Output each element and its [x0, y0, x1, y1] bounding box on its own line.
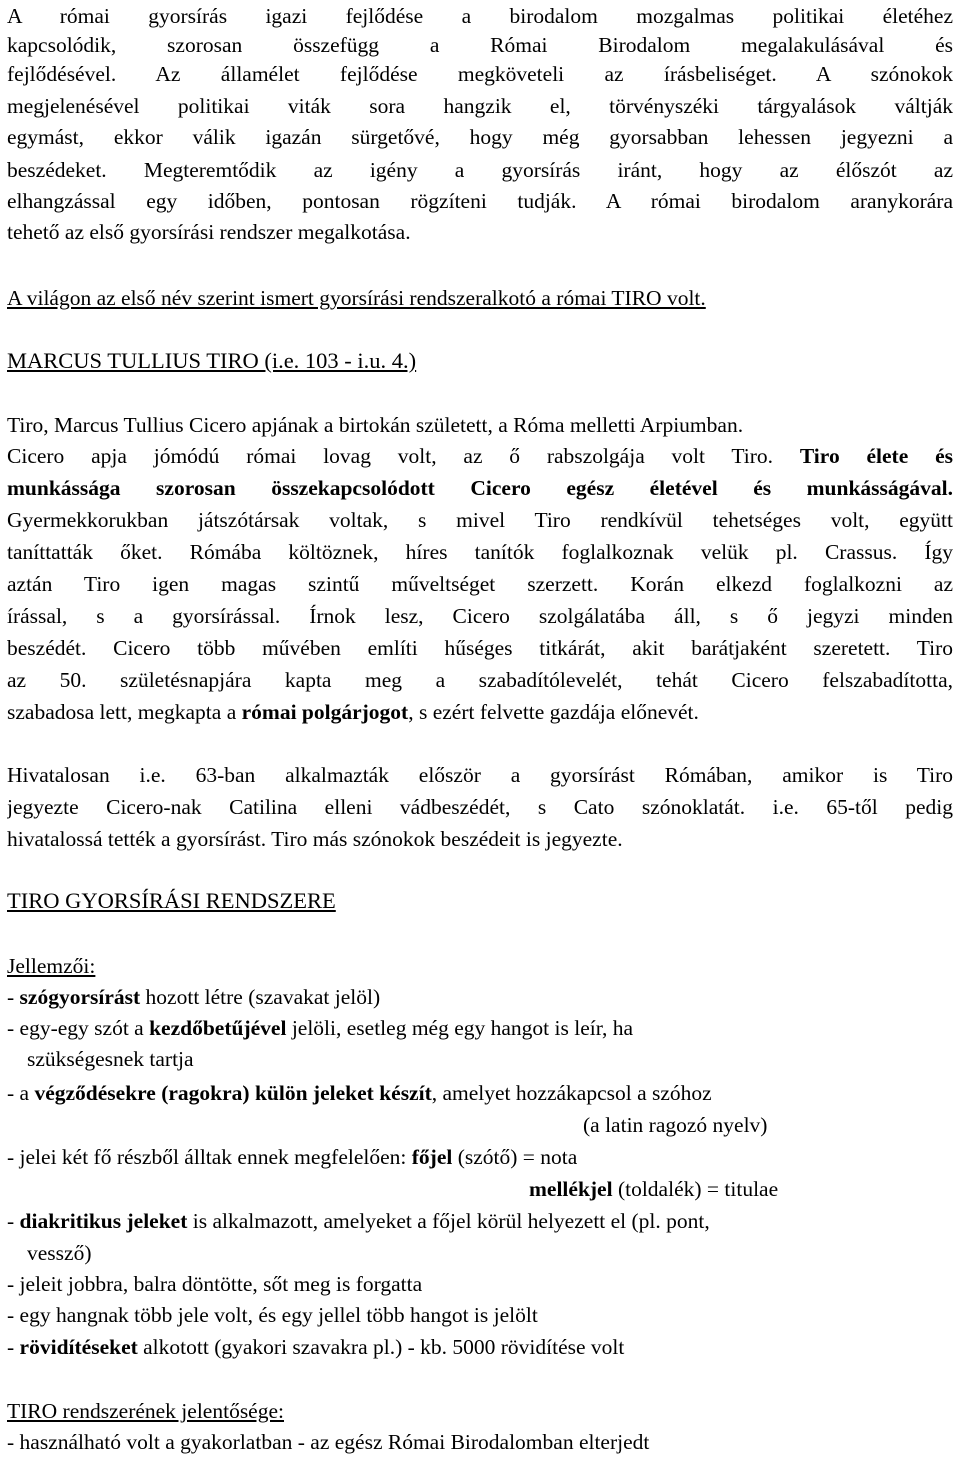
paragraph-1-line-5: egymást, ekkor válik igazán sürgetővé, hogy még gyorsabban lehessen jegyezni a	[7, 125, 953, 149]
paragraph-4-line-1: Hivatalosan i.e. 63-ban alkalmazták először a gyorsírást Rómában, amikor is Tiro	[7, 763, 953, 787]
feature-item-2-c: jelöli, esetleg még egy hangot is leír, ha	[286, 1016, 634, 1040]
paragraph-3-line-2-bold: Tiro élete és	[799, 444, 953, 468]
feature-item-1-text: hozott létre (szavakat jelöl)	[140, 985, 381, 1009]
paragraph-2: A világon az első név szerint ismert gyorsírási rendszeralkotó a római TIRO volt.	[7, 286, 706, 310]
paragraph-3-line-10-bold: római polgárjogot	[241, 700, 409, 724]
feature-item-8-c: alkotott (gyakori szavakra pl.) - kb. 5000 rövidítése volt	[137, 1335, 625, 1359]
paragraph-3-line-6: aztán Tiro igen magas szintű műveltséget szerzett. Korán elkezd foglalkozni az	[7, 572, 953, 596]
feature-item-4-a: - jelei két fő részből álltak ennek megfelelően:	[7, 1145, 412, 1169]
feature-item-2	[7, 1012, 953, 1044]
paragraph-1-line-8: tehető az első gyorsírási rendszer megalkotása.	[7, 220, 411, 244]
paragraph-1-line-2: kapcsolódik, szorosan összefügg a Római Birodalom megalakulásával és	[7, 33, 953, 57]
paragraph-1-line-6: beszédeket. Megteremtődik az igény a gyorsírás iránt, hogy az élőszót az	[7, 158, 953, 182]
feature-item-3-a: - a	[7, 1081, 35, 1105]
feature-item-8-bold: rövidítéseket	[19, 1335, 138, 1359]
feature-item-8	[7, 1331, 953, 1363]
feature-item-8-a: -	[7, 1335, 20, 1359]
feature-item-1	[7, 981, 953, 1013]
paragraph-1-line-4: megjelenésével politikai viták sora hangzik el, törvényszéki tárgyalások váltják	[7, 94, 953, 118]
paragraph-3-line-3	[7, 472, 953, 504]
paragraph-4-line-2: jegyezte Cicero-nak Catilina elleni vádbeszédét, s Cato szónoklatát. i.e. 65-től pedig	[7, 795, 953, 819]
section-heading-tiro: MARCUS TULLIUS TIRO (i.e. 103 - i.u. 4.)	[7, 348, 417, 373]
paragraph-3-line-4: Gyermekkorukban játszótársak voltak, s mivel Tiro rendkívül tehetséges volt, együtt	[7, 508, 953, 532]
paragraph-4-line-3: hivatalossá tették a gyorsírást. Tiro más szónokok beszédeit is jegyezte.	[7, 827, 623, 851]
feature-item-7: - egy hangnak több jele volt, és egy jellel több hangot is jelölt	[7, 1303, 538, 1327]
feature-item-1-bold: szógyorsírást	[19, 985, 141, 1009]
feature-item-5-bold: diakritikus jeleket	[19, 1209, 188, 1233]
feature-item-5-c: is alkalmazott, amelyeket a főjel körül helyezett el (pl. pont,	[187, 1209, 710, 1233]
paragraph-3-line-7: írással, s a gyorsírással. Írnok lesz, Cicero szolgálatába áll, s ő jegyzi minden	[7, 604, 953, 628]
feature-item-2-cont: szükségesnek tartja	[27, 1047, 194, 1071]
feature-item-4	[7, 1141, 953, 1173]
paragraph-1-line-1: A római gyorsírás igazi fejlődése a birodalom mozgalmas politikai életéhez	[7, 4, 953, 28]
feature-item-3-bold: végződésekre (ragokra) külön jeleket készít	[34, 1081, 432, 1105]
feature-item-6: - jeleit jobbra, balra döntötte, sőt meg is forgatta	[7, 1272, 423, 1296]
paragraph-3-line-10-c: , s ezért felvette gazdája előnevét.	[408, 700, 699, 724]
significance-item-1: - használható volt a gyakorlatban - az egész Római Birodalomban elterjedt	[7, 1430, 650, 1454]
feature-item-4-cont-text: (toldalék) = titulae	[612, 1177, 779, 1201]
paragraph-3-line-10-a: szabadosa lett, megkapta a	[7, 700, 242, 724]
paragraph-3-line-5: taníttatták őket. Rómába költöznek, híres tanítók foglalkoznak velük pl. Crassus. Így	[7, 540, 953, 564]
feature-item-3-cont: (a latin ragozó nyelv)	[583, 1113, 768, 1137]
paragraph-1-line-7: elhangzással egy időben, pontosan rögzíteni tudják. A római birodalom aranykorára	[7, 189, 953, 213]
paragraph-3-line-2-text: Cicero apja jómódú római lovag volt, az ő rabszolgája volt Tiro.	[7, 444, 800, 468]
paragraph-3-line-9: az 50. születésnapjára kapta meg a szabadítólevelét, tehát Cicero felszabadította,	[7, 668, 953, 692]
feature-item-2-a: - egy-egy szót a	[7, 1016, 150, 1040]
paragraph-3-line-2	[7, 440, 953, 472]
feature-item-3	[7, 1077, 953, 1109]
paragraph-3-line-1: Tiro, Marcus Tullius Cicero apjának a birtokán született, a Róma melletti Arpiumban.	[7, 413, 744, 437]
section-heading-system: TIRO GYORSÍRÁSI RENDSZERE	[7, 888, 336, 913]
feature-item-5-a: -	[7, 1209, 20, 1233]
feature-item-5-cont: vessző)	[27, 1241, 92, 1265]
paragraph-3-line-3-bold: munkássága szorosan összekapcsolódott Cicero egész életével és munkásságával.	[7, 476, 953, 500]
feature-item-4-cont-bold: mellékjel	[529, 1177, 613, 1201]
feature-item-1-dash: -	[7, 985, 20, 1009]
paragraph-3-line-10	[7, 696, 953, 728]
paragraph-3-line-8: beszédét. Cicero több művében említi hűséges titkárát, akit barátjaként szeretett. Tiro	[7, 636, 953, 660]
feature-item-3-c: , amelyet hozzákapcsol a szóhoz	[431, 1081, 712, 1105]
feature-item-4-cont	[529, 1173, 778, 1205]
feature-item-5	[7, 1205, 953, 1237]
feature-item-2-bold: kezdőbetűjével	[149, 1016, 287, 1040]
feature-item-4-c: (szótő) = nota	[452, 1145, 578, 1169]
significance-title: TIRO rendszerének jelentősége:	[7, 1399, 284, 1423]
features-title: Jellemzői:	[7, 954, 96, 978]
paragraph-1-line-3: fejlődésével. Az államélet fejlődése megköveteli az írásbeliséget. A szónokok	[7, 62, 953, 86]
feature-item-4-bold: főjel	[411, 1145, 453, 1169]
